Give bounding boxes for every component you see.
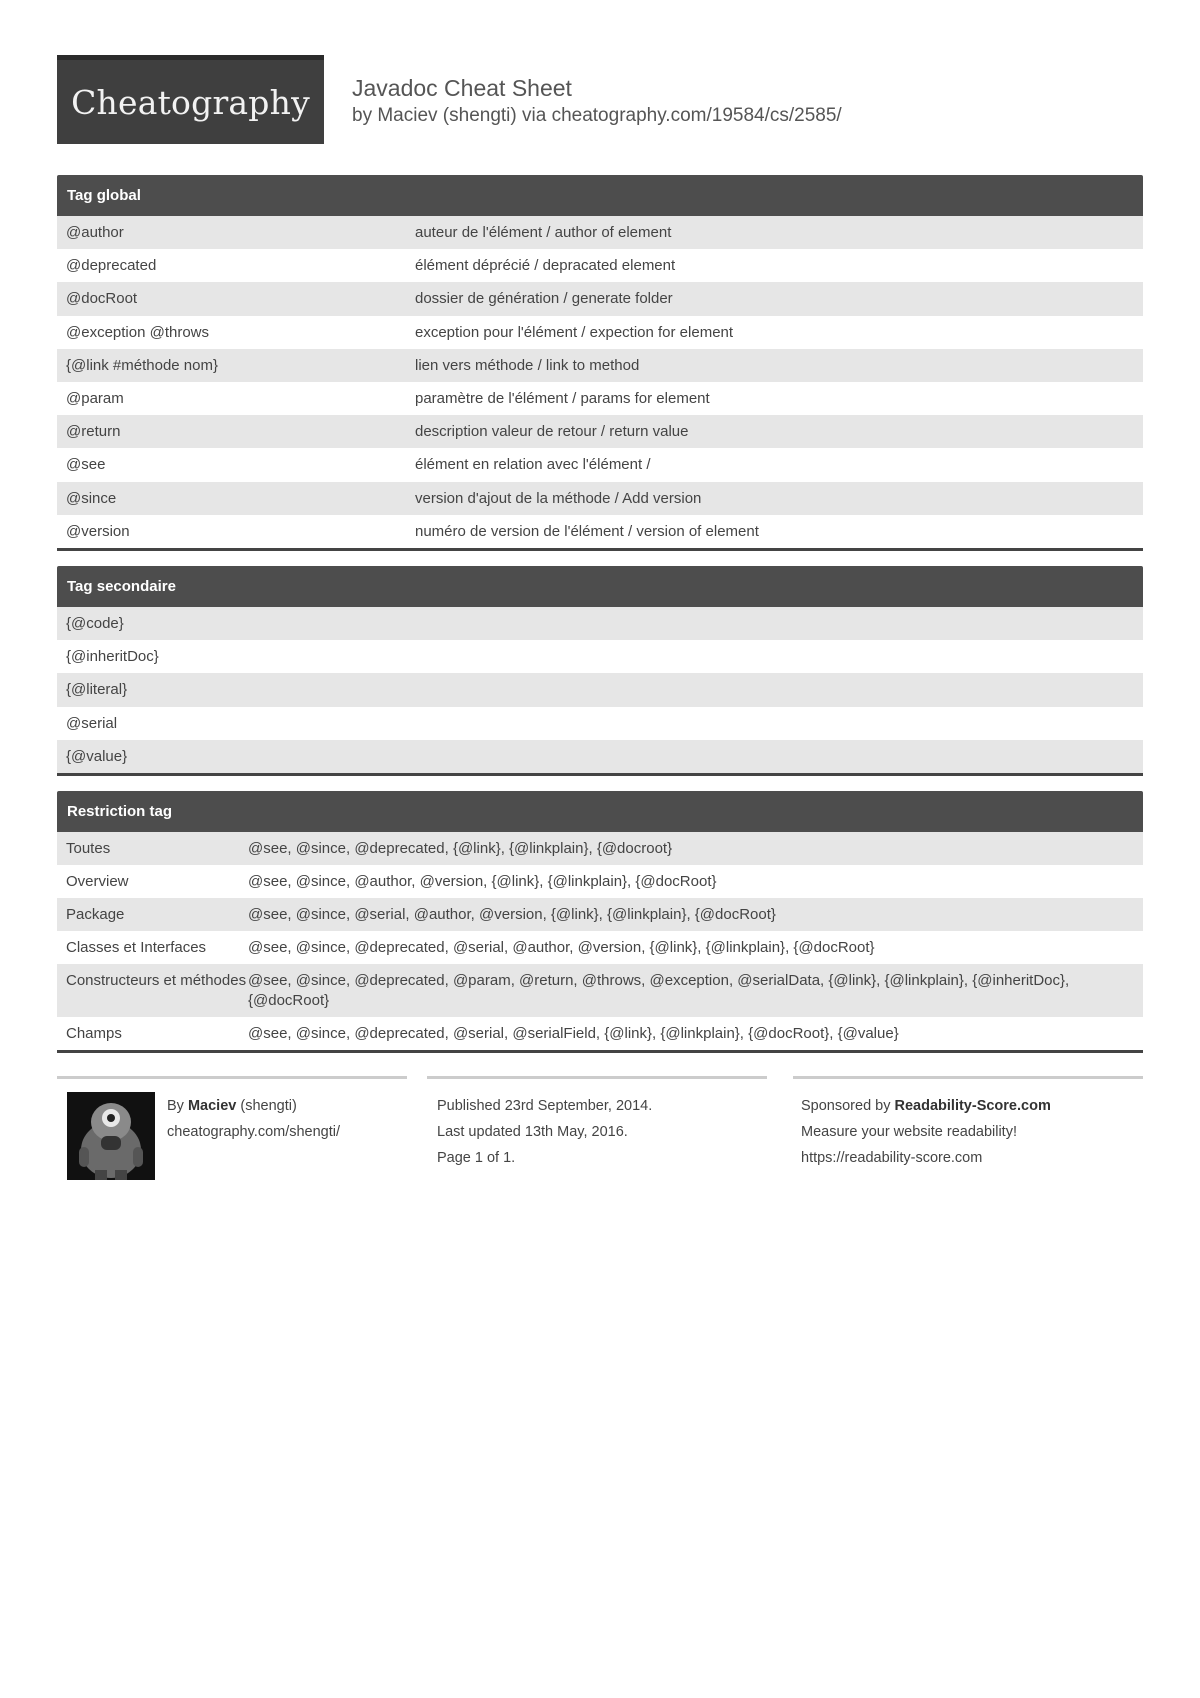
table-row [57, 707, 1143, 740]
published-date: Published 23rd September, 2014. [437, 1098, 653, 1114]
tag-description: dossier de génération / generate folder [415, 290, 673, 308]
tag-global-rows [57, 216, 1143, 548]
tag-description: exception pour l'élément / expection for element [415, 323, 734, 341]
page-subtitle[interactable]: by Maciev (shengti) via cheatography.com/19584/cs/2585/ [352, 105, 842, 126]
tag-name: @param [66, 389, 124, 407]
sponsor-tagline: Measure your website readability! [801, 1124, 1017, 1140]
tag-name: {@code} [66, 615, 124, 632]
section-title: Tag global [57, 175, 1143, 216]
element-type: Classes et Interfaces [66, 939, 207, 956]
sponsor-line[interactable]: Sponsored by Readability-Score.com [801, 1098, 1051, 1114]
footer-dates [427, 1076, 767, 1166]
allowed-tags: @see, @since, @author, @version, {@link}, {@linkplain}, {@docRoot} [248, 873, 717, 890]
page-title: Javadoc Cheat Sheet [352, 75, 572, 101]
element-type: Overview [66, 873, 129, 890]
tag-name: @serial [66, 714, 118, 732]
tag-description: version d'ajout de la méthode / Add version [415, 489, 702, 507]
table-row [57, 865, 1143, 898]
allowed-tags: @see, @since, @deprecated, @param, @return, @throws, @exception, @serialData, {@link}, {@linkplain}, {@inheritDoc}, {@docRoot} [248, 972, 1070, 1009]
tag-name: @return [66, 423, 121, 441]
table-row [57, 964, 1143, 1017]
section-tag-secondaire [57, 566, 1143, 776]
tag-name: {@inheritDoc} [66, 648, 159, 666]
page-header [57, 55, 1143, 145]
section-tag-global [57, 175, 1143, 551]
logo-text: Cheatography [71, 82, 310, 122]
table-row [57, 415, 1143, 448]
table-row [57, 249, 1143, 282]
tag-description: numéro de version de l'élément / version of element [415, 522, 759, 540]
monster-avatar-icon [67, 1092, 155, 1180]
tag-name: @since [66, 489, 117, 507]
tag-name: @docRoot [66, 290, 138, 308]
section-restriction-tag [57, 791, 1143, 1053]
avatar[interactable] [67, 1092, 155, 1180]
footer-sponsor [793, 1076, 1143, 1166]
tag-description: description valeur de retour / return value [415, 423, 689, 441]
updated-date: Last updated 13th May, 2016. [437, 1124, 628, 1140]
tag-name: {@value} [66, 747, 128, 765]
author-link[interactable]: cheatography.com/shengti/ [167, 1124, 341, 1140]
sponsor-name: Readability-Score.com [894, 1098, 1051, 1114]
author-info [167, 1093, 340, 1145]
element-type: Constructeurs et méthodes [66, 972, 247, 989]
tag-description: élément en relation avec l'élément / [415, 456, 651, 474]
element-type: Champs [66, 1025, 122, 1042]
table-row [57, 216, 1143, 249]
author-line[interactable]: By Maciev (shengti) [167, 1098, 297, 1114]
tag-name: {@link #méthode nom} [66, 356, 218, 374]
tag-description: auteur de l'élément / author of element [415, 224, 672, 241]
allowed-tags: @see, @since, @serial, @author, @version, {@link}, {@linkplain}, {@docRoot} [248, 906, 776, 923]
tag-description: lien vers méthode / link to method [415, 356, 640, 374]
tag-description: paramètre de l'élément / params for element [415, 389, 710, 407]
tag-secondaire-rows [57, 607, 1143, 773]
table-row [57, 448, 1143, 481]
table-row [57, 832, 1143, 865]
table-row [57, 316, 1143, 349]
tag-name: @deprecated [66, 257, 157, 275]
table-row [57, 898, 1143, 931]
table-row [57, 515, 1143, 548]
element-type: Toutes [66, 840, 111, 857]
sponsor-url[interactable]: https://readability-score.com [801, 1150, 983, 1166]
tag-name: @see [66, 456, 106, 474]
table-row [57, 931, 1143, 964]
cheatography-logo[interactable] [57, 55, 324, 144]
section-title: Tag secondaire [57, 566, 1143, 607]
allowed-tags: @see, @since, @deprecated, {@link}, {@linkplain}, {@docroot} [248, 840, 673, 857]
tag-name: @version [66, 522, 130, 540]
page-number: Page 1 of 1. [437, 1150, 516, 1166]
allowed-tags: @see, @since, @deprecated, @serial, @serialField, {@link}, {@linkplain}, {@docRoot}, {@value} [248, 1025, 899, 1042]
tag-description: élément déprécié / depracated element [415, 257, 676, 275]
tag-name: @author [66, 224, 124, 241]
table-row [57, 673, 1143, 706]
table-row [57, 349, 1143, 382]
table-row [57, 607, 1143, 640]
table-row [57, 282, 1143, 315]
table-row [57, 640, 1143, 673]
table-row [57, 482, 1143, 515]
author-name: Maciev [187, 1098, 237, 1114]
restriction-tag-rows [57, 832, 1143, 1050]
section-title: Restriction tag [57, 791, 1143, 832]
tag-name: @exception @throws [66, 323, 210, 341]
table-row [57, 1017, 1143, 1050]
table-row [57, 740, 1143, 773]
table-row [57, 382, 1143, 415]
allowed-tags: @see, @since, @deprecated, @serial, @author, @version, {@link}, {@linkplain}, {@docRoot} [248, 939, 875, 956]
tag-name: {@literal} [66, 681, 128, 699]
footer-author [57, 1076, 407, 1140]
element-type: Package [66, 906, 125, 923]
author-handle: (shengti) [240, 1098, 297, 1114]
title-block [352, 73, 842, 129]
